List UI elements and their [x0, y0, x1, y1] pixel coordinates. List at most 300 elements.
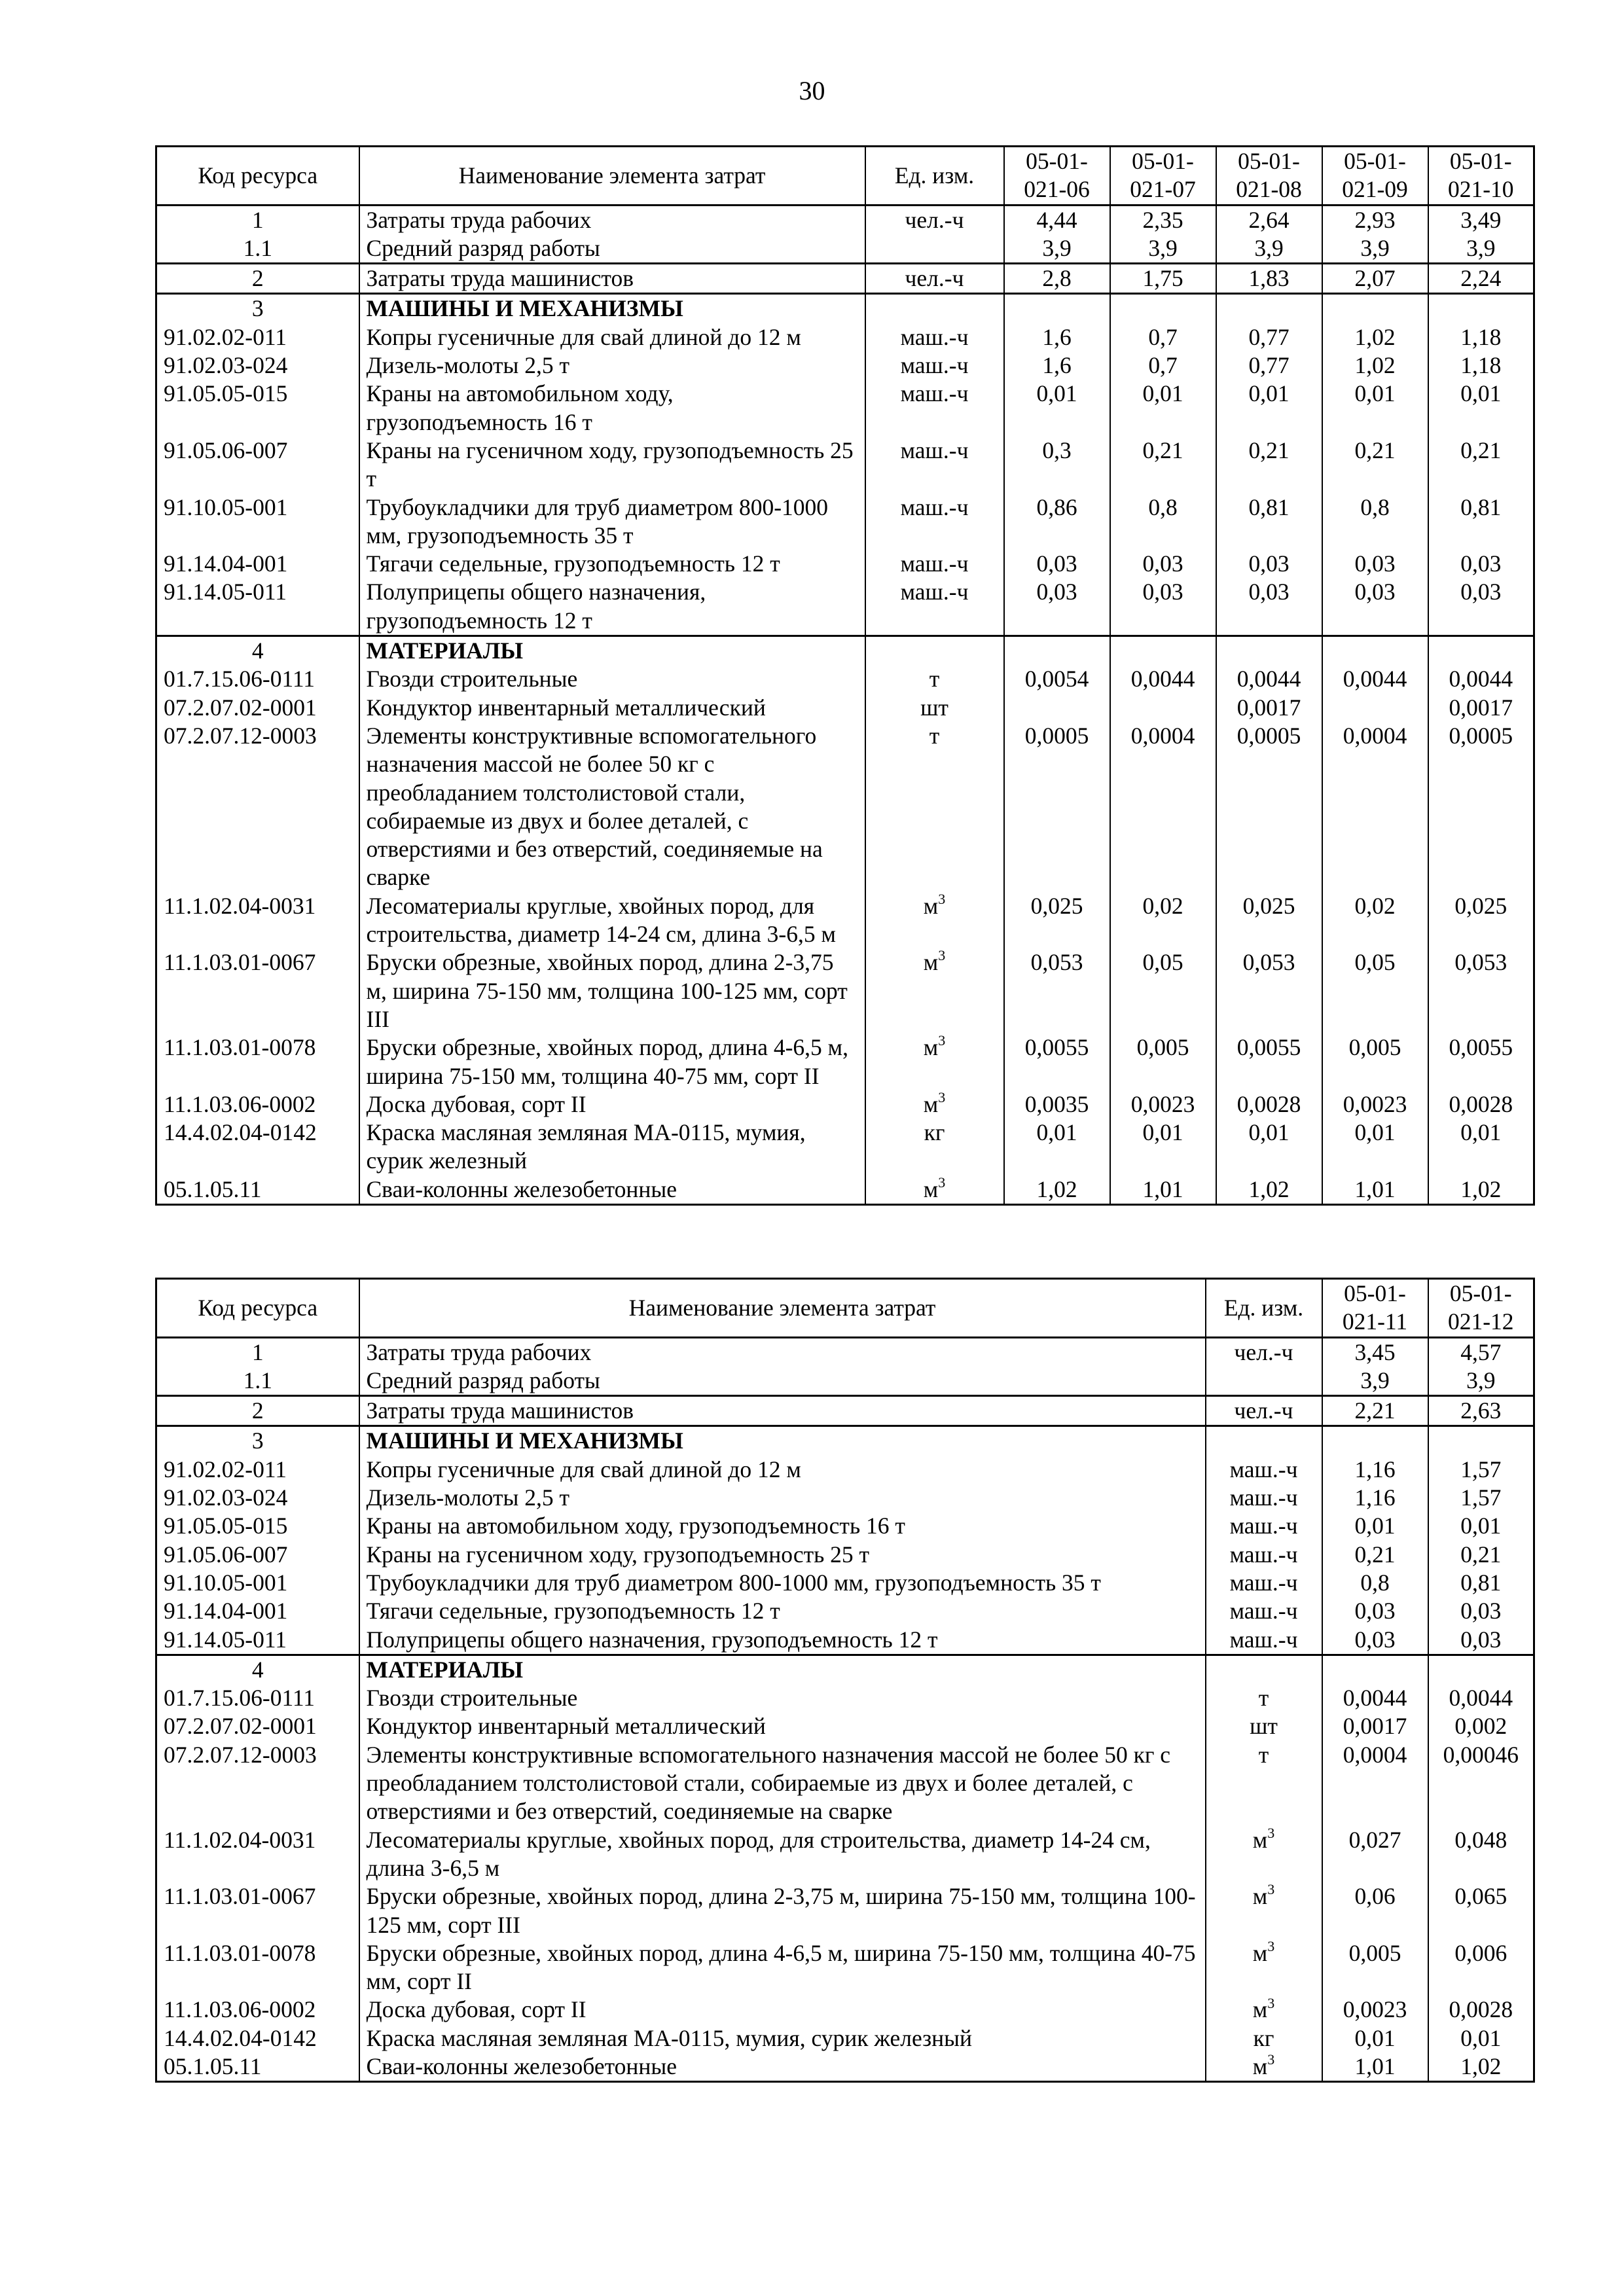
unit-text: маш.-ч [900, 380, 969, 407]
table-row [156, 1456, 1534, 1484]
unit [865, 437, 1004, 493]
value-cell: 0,02 [1110, 892, 1216, 949]
resource-name: Полуприцепы общего назначения, грузоподъемность 12 т [359, 578, 865, 636]
value-cell: 0,01 [1004, 1119, 1110, 1175]
value-cell: 0,8 [1322, 1569, 1428, 1597]
value-cell: 0,03 [1322, 550, 1428, 578]
resource-name: Кондуктор инвентарный металлический [359, 1712, 1206, 1740]
value-cell: 0,053 [1216, 948, 1322, 1033]
table-row [156, 1541, 1534, 1569]
resource-name: МАТЕРИАЛЫ [359, 636, 865, 666]
unit [865, 1033, 1004, 1090]
resource-name: Гвозди строительные [359, 1684, 1206, 1712]
section-row [156, 294, 1534, 323]
resource-name: Копры гусеничные для свай длиной до 12 м [359, 323, 865, 351]
table-row [156, 205, 1534, 234]
value-cell: 1,02 [1322, 323, 1428, 351]
unit-text: м [1252, 1996, 1268, 2023]
resource-name: Элементы конструктивные вспомогательного назначения массой не более 50 кг с преобладанием толстолистовой стали, собираемые из двух и более деталей, с отверстиями и без отверстий, соединяемые на сварке [359, 1741, 1206, 1826]
value-cell [1004, 636, 1110, 666]
value-cell: 0,0017 [1216, 694, 1322, 722]
unit [865, 234, 1004, 264]
table-row [156, 892, 1534, 949]
unit-text: маш.-ч [900, 493, 969, 520]
value-cell: 3,9 [1004, 234, 1110, 264]
page-number: 30 [799, 76, 825, 105]
unit [1206, 1882, 1322, 1939]
unit [865, 351, 1004, 380]
value-cell: 0,027 [1322, 1826, 1428, 1883]
value-cell [1322, 694, 1428, 722]
resource-code: 07.2.07.12-0003 [156, 722, 359, 892]
value-cell: 1,02 [1004, 1175, 1110, 1205]
header-col: 05-01-021-06 [1004, 147, 1110, 206]
resource-code: 91.14.05-011 [156, 1626, 359, 1655]
resource-code: 07.2.07.02-0001 [156, 1712, 359, 1740]
value-cell: 0,7 [1110, 323, 1216, 351]
resource-code: 11.1.02.04-0031 [156, 892, 359, 949]
value-cell: 0,01 [1322, 2024, 1428, 2053]
table-row [156, 694, 1534, 722]
unit-text: т [929, 722, 940, 749]
value-cell: 0,0044 [1428, 665, 1534, 693]
resource-name: Краны на автомобильном ходу, грузоподъемность 16 т [359, 1512, 1206, 1540]
resource-name: Элементы конструктивные вспомогательного назначения массой не более 50 кг с преобладанием толстолистовой стали, собираемые из двух и более деталей, с отверстиями и без отверстий, соединяемые на сварке [359, 722, 865, 892]
unit [865, 892, 1004, 949]
resource-name: Сваи-колонны железобетонные [359, 2053, 1206, 2082]
header-col: 05-01-021-07 [1110, 147, 1216, 206]
value-cell: 1,02 [1216, 1175, 1322, 1205]
unit [1206, 1939, 1322, 1996]
section-row [156, 636, 1534, 666]
table-row [156, 1712, 1534, 1740]
value-cell: 0,81 [1216, 493, 1322, 550]
value-cell: 0,0028 [1428, 1996, 1534, 2024]
unit-text: маш.-ч [1229, 1626, 1298, 1653]
value-cell: 0,03 [1428, 1597, 1534, 1625]
table-row [156, 665, 1534, 693]
table-row [156, 1175, 1534, 1205]
table-row [156, 234, 1534, 264]
resource-code: 91.05.05-015 [156, 1512, 359, 1540]
table-row [156, 1396, 1534, 1426]
resource-code: 91.05.05-015 [156, 380, 359, 437]
resource-code: 3 [156, 1426, 359, 1456]
value-cell: 0,053 [1428, 948, 1534, 1033]
table-row [156, 1826, 1534, 1883]
unit [865, 323, 1004, 351]
unit [1206, 2053, 1322, 2082]
value-cell: 0,0044 [1110, 665, 1216, 693]
value-cell: 1,01 [1322, 2053, 1428, 2082]
header-name: Наименование элемента затрат [359, 147, 865, 206]
resource-name: Краны на автомобильном ходу, грузоподъемность 16 т [359, 380, 865, 437]
resource-name: Лесоматериалы круглые, хвойных пород, для строительства, диаметр 14-24 см, длина 3-6,5 м [359, 1826, 1206, 1883]
unit-text: шт [920, 694, 948, 721]
value-cell: 0,06 [1322, 1882, 1428, 1939]
resource-name: Затраты труда машинистов [359, 1396, 1206, 1426]
resource-name: Затраты труда рабочих [359, 205, 865, 234]
value-cell: 0,77 [1216, 351, 1322, 380]
value-cell [1110, 694, 1216, 722]
value-cell: 0,025 [1428, 892, 1534, 949]
resource-code: 11.1.03.01-0078 [156, 1939, 359, 1996]
unit [1206, 1484, 1322, 1512]
unit-text: маш.-ч [900, 352, 969, 379]
resource-code: 91.14.04-001 [156, 1597, 359, 1625]
resource-code: 91.02.02-011 [156, 1456, 359, 1484]
header-code: Код ресурса [156, 1279, 359, 1338]
value-cell [1004, 694, 1110, 722]
value-cell: 0,21 [1428, 1541, 1534, 1569]
value-cell: 0,0044 [1322, 665, 1428, 693]
table-row [156, 1684, 1534, 1712]
resource-code: 07.2.07.02-0001 [156, 694, 359, 722]
unit [865, 1175, 1004, 1205]
resource-code: 91.02.03-024 [156, 351, 359, 380]
value-cell: 0,0055 [1216, 1033, 1322, 1090]
value-cell: 0,03 [1004, 578, 1110, 636]
value-cell: 0,7 [1110, 351, 1216, 380]
value-cell: 1,18 [1428, 351, 1534, 380]
table-row [156, 2053, 1534, 2082]
resource-code: 91.10.05-001 [156, 493, 359, 550]
unit [1206, 1396, 1322, 1426]
unit-text: маш.-ч [1229, 1456, 1298, 1482]
unit [1206, 1456, 1322, 1484]
value-cell: 0,01 [1428, 1512, 1534, 1540]
unit [865, 948, 1004, 1033]
unit-text: чел.-ч [1234, 1338, 1293, 1365]
resource-code: 91.14.05-011 [156, 578, 359, 636]
unit [865, 550, 1004, 578]
resource-name: Доска дубовая, сорт II [359, 1996, 1206, 2024]
value-cell: 0,00046 [1428, 1741, 1534, 1826]
value-cell: 3,9 [1322, 234, 1428, 264]
value-cell: 0,005 [1322, 1939, 1428, 1996]
table-row [156, 1626, 1534, 1655]
unit-text: м [1252, 1939, 1268, 1966]
value-cell: 0,0054 [1004, 665, 1110, 693]
resource-name: Копры гусеничные для свай длиной до 12 м [359, 1456, 1206, 1484]
value-cell: 0,01 [1428, 2024, 1534, 2053]
resource-code: 1.1 [156, 234, 359, 264]
value-cell: 0,0055 [1004, 1033, 1110, 1090]
value-cell: 0,025 [1004, 892, 1110, 949]
value-cell: 1,16 [1322, 1456, 1428, 1484]
table-row [156, 1484, 1534, 1512]
value-cell: 0,03 [1216, 550, 1322, 578]
unit [1206, 2024, 1322, 2053]
value-cell: 2,21 [1322, 1396, 1428, 1426]
unit [1206, 1826, 1322, 1883]
value-cell: 0,025 [1216, 892, 1322, 949]
table-row [156, 578, 1534, 636]
value-cell: 0,0023 [1322, 1996, 1428, 2024]
value-cell: 0,0017 [1322, 1712, 1428, 1740]
resource-name: Краны на гусеничном ходу, грузоподъемность 25 т [359, 1541, 1206, 1569]
value-cell: 2,64 [1216, 205, 1322, 234]
table-row [156, 1367, 1534, 1396]
value-cell: 0,0004 [1110, 722, 1216, 892]
value-cell: 0,8 [1110, 493, 1216, 550]
unit-text: кг [924, 1119, 945, 1146]
value-cell: 0,03 [1322, 1626, 1428, 1655]
unit [865, 1119, 1004, 1175]
table-row [156, 1569, 1534, 1597]
value-cell: 3,9 [1110, 234, 1216, 264]
value-cell [1428, 294, 1534, 323]
unit-text: маш.-ч [1229, 1569, 1298, 1596]
resource-code: 07.2.07.12-0003 [156, 1741, 359, 1826]
value-cell: 2,93 [1322, 205, 1428, 234]
resource-name: Тягачи седельные, грузоподъемность 12 т [359, 1597, 1206, 1625]
value-cell [1322, 1655, 1428, 1684]
unit [865, 636, 1004, 666]
unit [1206, 1512, 1322, 1540]
unit [865, 578, 1004, 636]
value-cell: 2,63 [1428, 1396, 1534, 1426]
unit [1206, 1712, 1322, 1740]
value-cell [1322, 636, 1428, 666]
value-cell: 2,8 [1004, 264, 1110, 294]
unit [1206, 1569, 1322, 1597]
resource-code: 91.05.06-007 [156, 1541, 359, 1569]
resource-name: Гвозди строительные [359, 665, 865, 693]
value-cell: 0,01 [1322, 380, 1428, 437]
unit-text: м [923, 949, 939, 976]
value-cell: 0,81 [1428, 493, 1534, 550]
unit [1206, 1996, 1322, 2024]
unit [865, 493, 1004, 550]
unit [1206, 1597, 1322, 1625]
unit-text: т [1258, 1685, 1269, 1712]
value-cell [1216, 636, 1322, 666]
unit-text: т [1258, 1741, 1269, 1768]
unit-text: маш.-ч [900, 579, 969, 605]
unit-exponent: 3 [1267, 1939, 1275, 1954]
resource-name: Кондуктор инвентарный металлический [359, 694, 865, 722]
value-cell: 0,3 [1004, 437, 1110, 493]
resource-name: Сваи-колонны железобетонные [359, 1175, 865, 1205]
value-cell: 0,05 [1110, 948, 1216, 1033]
unit-text: кг [1253, 2024, 1274, 2051]
value-cell: 0,01 [1216, 1119, 1322, 1175]
header-name: Наименование элемента затрат [359, 1279, 1206, 1338]
value-cell: 0,01 [1428, 380, 1534, 437]
section-row [156, 1655, 1534, 1684]
header-col: 05-01-021-08 [1216, 147, 1322, 206]
resource-name: Краска масляная земляная МА-0115, мумия, сурик железный [359, 2024, 1206, 2053]
value-cell: 0,0004 [1322, 1741, 1428, 1826]
table-row [156, 323, 1534, 351]
resource-name: Затраты труда рабочих [359, 1337, 1206, 1367]
value-cell: 0,21 [1216, 437, 1322, 493]
value-cell: 0,01 [1322, 1512, 1428, 1540]
resource-code: 2 [156, 264, 359, 294]
value-cell: 3,49 [1428, 205, 1534, 234]
value-cell: 0,03 [1004, 550, 1110, 578]
value-cell: 0,0017 [1428, 694, 1534, 722]
resource-code: 11.1.03.01-0067 [156, 948, 359, 1033]
resource-name: Дизель-молоты 2,5 т [359, 1484, 1206, 1512]
header-col: 05-01-021-09 [1322, 147, 1428, 206]
unit [865, 722, 1004, 892]
unit-text: м [1252, 1883, 1268, 1910]
table-row [156, 1882, 1534, 1939]
unit-text: маш.-ч [1229, 1484, 1298, 1511]
value-cell: 0,01 [1004, 380, 1110, 437]
resource-code: 05.1.05.11 [156, 1175, 359, 1205]
value-cell: 0,0044 [1322, 1684, 1428, 1712]
resource-code: 11.1.03.01-0078 [156, 1033, 359, 1090]
value-cell [1110, 294, 1216, 323]
unit-text: маш.-ч [900, 437, 969, 463]
resource-code: 4 [156, 1655, 359, 1684]
value-cell: 0,053 [1004, 948, 1110, 1033]
header-col: 05-01-021-10 [1428, 147, 1534, 206]
value-cell [1428, 1426, 1534, 1456]
value-cell: 0,002 [1428, 1712, 1534, 1740]
resource-code: 91.10.05-001 [156, 1569, 359, 1597]
unit-exponent: 3 [938, 1090, 946, 1105]
unit-text: м [923, 1034, 939, 1061]
unit-text: м [923, 1175, 939, 1202]
unit-text: маш.-ч [1229, 1541, 1298, 1568]
unit-text: маш.-ч [1229, 1513, 1298, 1539]
value-cell: 0,0023 [1322, 1090, 1428, 1119]
resource-code: 01.7.15.06-0111 [156, 1684, 359, 1712]
unit-text: чел.-ч [905, 206, 964, 233]
table-row [156, 1090, 1534, 1119]
unit-text: шт [1250, 1713, 1278, 1740]
unit [1206, 1541, 1322, 1569]
resource-name: Затраты труда машинистов [359, 264, 865, 294]
unit [865, 294, 1004, 323]
value-cell: 0,21 [1322, 1541, 1428, 1569]
value-cell: 0,03 [1216, 578, 1322, 636]
header-unit: Ед. изм. [865, 147, 1004, 206]
table-row [156, 380, 1534, 437]
resource-code: 4 [156, 636, 359, 666]
unit-text: т [929, 666, 940, 692]
resource-code: 11.1.03.01-0067 [156, 1882, 359, 1939]
value-cell: 0,03 [1322, 578, 1428, 636]
resource-code: 11.1.02.04-0031 [156, 1826, 359, 1883]
table-row [156, 2024, 1534, 2053]
unit-exponent: 3 [1267, 2053, 1275, 2068]
value-cell: 0,065 [1428, 1882, 1534, 1939]
unit-exponent: 3 [938, 948, 946, 964]
value-cell [1110, 636, 1216, 666]
value-cell: 0,0005 [1216, 722, 1322, 892]
value-cell: 1,01 [1110, 1175, 1216, 1205]
resource-name: Доска дубовая, сорт II [359, 1090, 865, 1119]
value-cell: 0,01 [1110, 1119, 1216, 1175]
value-cell: 0,77 [1216, 323, 1322, 351]
value-cell: 0,0005 [1428, 722, 1534, 892]
resource-code: 01.7.15.06-0111 [156, 665, 359, 693]
value-cell: 1,6 [1004, 351, 1110, 380]
table-row [156, 948, 1534, 1033]
unit-exponent: 3 [1267, 1825, 1275, 1841]
value-cell: 0,006 [1428, 1939, 1534, 1996]
value-cell: 4,44 [1004, 205, 1110, 234]
resource-name: Полуприцепы общего назначения, грузоподъемность 12 т [359, 1626, 1206, 1655]
value-cell: 2,24 [1428, 264, 1534, 294]
resource-name: МАШИНЫ И МЕХАНИЗМЫ [359, 294, 865, 323]
value-cell: 0,048 [1428, 1826, 1534, 1883]
unit-text: м [923, 1090, 939, 1117]
table-row [156, 1337, 1534, 1367]
value-cell: 0,03 [1428, 1626, 1534, 1655]
unit-exponent: 3 [1267, 1996, 1275, 2011]
table-row [156, 1597, 1534, 1625]
resource-name: Лесоматериалы круглые, хвойных пород, для строительства, диаметр 14-24 см, длина 3-6,5 м [359, 892, 865, 949]
table-row [156, 1996, 1534, 2024]
resource-code: 14.4.02.04-0142 [156, 2024, 359, 2053]
unit-text: м [923, 892, 939, 919]
unit-text: чел.-ч [1234, 1397, 1293, 1424]
value-cell: 0,03 [1322, 1597, 1428, 1625]
value-cell [1322, 294, 1428, 323]
unit [865, 1090, 1004, 1119]
resource-code: 1 [156, 205, 359, 234]
value-cell: 0,21 [1322, 437, 1428, 493]
value-cell: 0,0005 [1004, 722, 1110, 892]
value-cell [1216, 294, 1322, 323]
value-cell: 0,0044 [1216, 665, 1322, 693]
resource-code: 91.14.04-001 [156, 550, 359, 578]
value-cell: 0,0004 [1322, 722, 1428, 892]
value-cell: 3,9 [1428, 234, 1534, 264]
value-cell: 0,0023 [1110, 1090, 1216, 1119]
table-row [156, 722, 1534, 892]
value-cell: 0,0028 [1428, 1090, 1534, 1119]
table-row [156, 1033, 1534, 1090]
resource-table-2 [155, 1278, 1535, 2083]
header-unit: Ед. изм. [1206, 1279, 1322, 1338]
value-cell: 0,01 [1216, 380, 1322, 437]
value-cell: 0,21 [1428, 437, 1534, 493]
resource-code: 3 [156, 294, 359, 323]
table-row [156, 1939, 1534, 1996]
resource-code: 2 [156, 1396, 359, 1426]
value-cell: 1,18 [1428, 323, 1534, 351]
resource-name: Средний разряд работы [359, 234, 865, 264]
value-cell: 0,81 [1428, 1569, 1534, 1597]
value-cell: 0,8 [1322, 493, 1428, 550]
value-cell: 1,57 [1428, 1456, 1534, 1484]
value-cell: 3,9 [1322, 1367, 1428, 1396]
resource-name: Краны на гусеничном ходу, грузоподъемность 25 т [359, 437, 865, 493]
resource-code: 05.1.05.11 [156, 2053, 359, 2082]
unit-exponent: 3 [938, 1175, 946, 1191]
unit-text: маш.-ч [1229, 1598, 1298, 1624]
value-cell: 3,45 [1322, 1337, 1428, 1367]
table-row [156, 264, 1534, 294]
value-cell: 0,21 [1110, 437, 1216, 493]
value-cell [1428, 636, 1534, 666]
unit [865, 694, 1004, 722]
unit [865, 665, 1004, 693]
header-col: 05-01-021-12 [1428, 1279, 1534, 1338]
resource-name: МАШИНЫ И МЕХАНИЗМЫ [359, 1426, 1206, 1456]
value-cell: 0,03 [1428, 550, 1534, 578]
value-cell: 4,57 [1428, 1337, 1534, 1367]
value-cell [1322, 1426, 1428, 1456]
table-row [156, 437, 1534, 493]
